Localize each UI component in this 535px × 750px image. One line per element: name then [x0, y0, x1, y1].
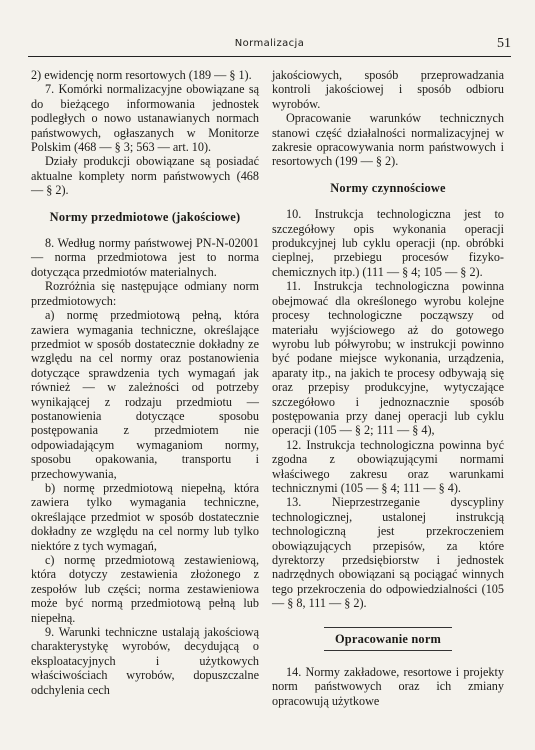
right-column: [272, 68, 504, 708]
paragraph: jakościowych, sposób przeprowadzania kontroli jakościowej i sposób odbioru wyrobów.: [272, 68, 504, 111]
paragraph: 14. Normy zakładowe, resortowe i projekty norm państwowych oraz ich zmiany opracowują użytkowe: [272, 665, 504, 708]
paragraph: a) normę przedmiotową pełną, która zawiera wymagania techniczne, określające przedmiot w sposób dostatecznie dokładny ze względu na cel normy oraz postanowienia dotyczące sprawdzenia tych wymagań jak również — w zależności od potrzeby wynikającej z rodzaju przedmiotu — postanowienia dotyczące sposobu postępowania z przedmiotem nie odpowiadającym wymaganiom normy, sposobu opakowania, transportu i przechowywania,: [31, 308, 259, 481]
paragraph: 12. Instrukcja technologiczna powinna być zgodna z obowiązującymi normami właściwego zakresu oraz warunkami technicznymi (105 — § 4; 111 — § 4).: [272, 437, 504, 495]
paragraph: 2) ewidencję norm resortowych (189 — § 1).: [31, 68, 252, 82]
paragraph: c) normę przedmiotową zestawieniową, która dotyczy zestawienia złożonego z zespołów lub części; norma zestawieniowa może być normą przedmiotową pełną lub niepełną.: [31, 553, 259, 625]
paragraph: 13. Nieprzestrzeganie dyscypliny technologicznej, ustalonej instrukcją technologiczną jest przekroczeniem obowiązujących przepisów, za które dyrektorzy przedsiębiorstw i jednostek nadrzędnych obowiązani są pociągać winnych tego przekroczenia do odpowiedzialności (105 — § 8, 111 — § 2).: [272, 495, 504, 611]
paragraph: Rozróżnia się następujące odmiany norm przedmiotowych:: [31, 279, 259, 308]
paragraph: b) normę przedmiotową niepełną, która zawiera tylko wymagania techniczne, określające przedmiot w sposób dostatecznie dokładny ze względu na cel normy lub tylko niektóre z tych wymagań,: [31, 480, 259, 553]
paragraph: Opracowanie warunków technicznych stanowi część działalności normalizacyjnej w zakresie opracowywania norm państwowych i resortowych (199 — § 2).: [272, 111, 504, 169]
section-heading: Normy czynnościowe: [330, 180, 446, 195]
paragraph: 9. Warunki techniczne ustalają jakościową charakterystykę wyrobów, decydującą o eksploatacyjnych i użytkowych właściwościach wyrobów, dopuszczalne odchylenia cech: [31, 625, 259, 697]
paragraph: 7. Komórki normalizacyjne obowiązane są do bieżącego informowania jednostek podległych o nowo ustanawianych normach państwowych, ogłaszanych w Monitorze Polskim (468 — § 3; 563 — art. 10).: [31, 82, 259, 155]
paragraph: 10. Instrukcja technologiczna jest to szczegółowy opis wykonania operacji produkcyjnej lub cyklu operacji (np. obróbki cieplnej, przebiegu procesów fizyko-chemicznych itp.) (111 — § 4; 105 — § 2).: [272, 207, 504, 279]
paragraph: Działy produkcji obowiązane są posiadać aktualne komplety norm państwowych (468 — § 2).: [31, 154, 259, 198]
left-column: [31, 68, 259, 697]
paragraph: 11. Instrukcja technologiczna powinna obejmować dla określonego wyrobu kolejne procesy technologiczne począwszy od materiału wyjściowego aż do gotowego wyrobu lub półwyrobu; w instrukcji powinno być podane miejsce wykonania, urządzenia, aparaty itp., na jakich te procesy odbywają się oraz przepisy produkcyjne, wytyczające szczegółowo i jednoznacznie sposób postępowania przy danej operacji lub cyklu operacji (105 — § 2; 111 — § 4),: [272, 279, 504, 438]
page-number: 51: [497, 36, 511, 51]
paragraph: 8. Według normy państwowej PN-N-02001 — norma przedmiotowa jest to norma dotycząca przedmiotów materialnych.: [31, 236, 259, 279]
running-title: Normalizacja: [234, 38, 305, 49]
page-header: [28, 36, 511, 57]
section-heading: Normy przedmiotowe (jakościowe): [49, 209, 241, 224]
section-heading: Opracowanie norm: [324, 627, 452, 651]
